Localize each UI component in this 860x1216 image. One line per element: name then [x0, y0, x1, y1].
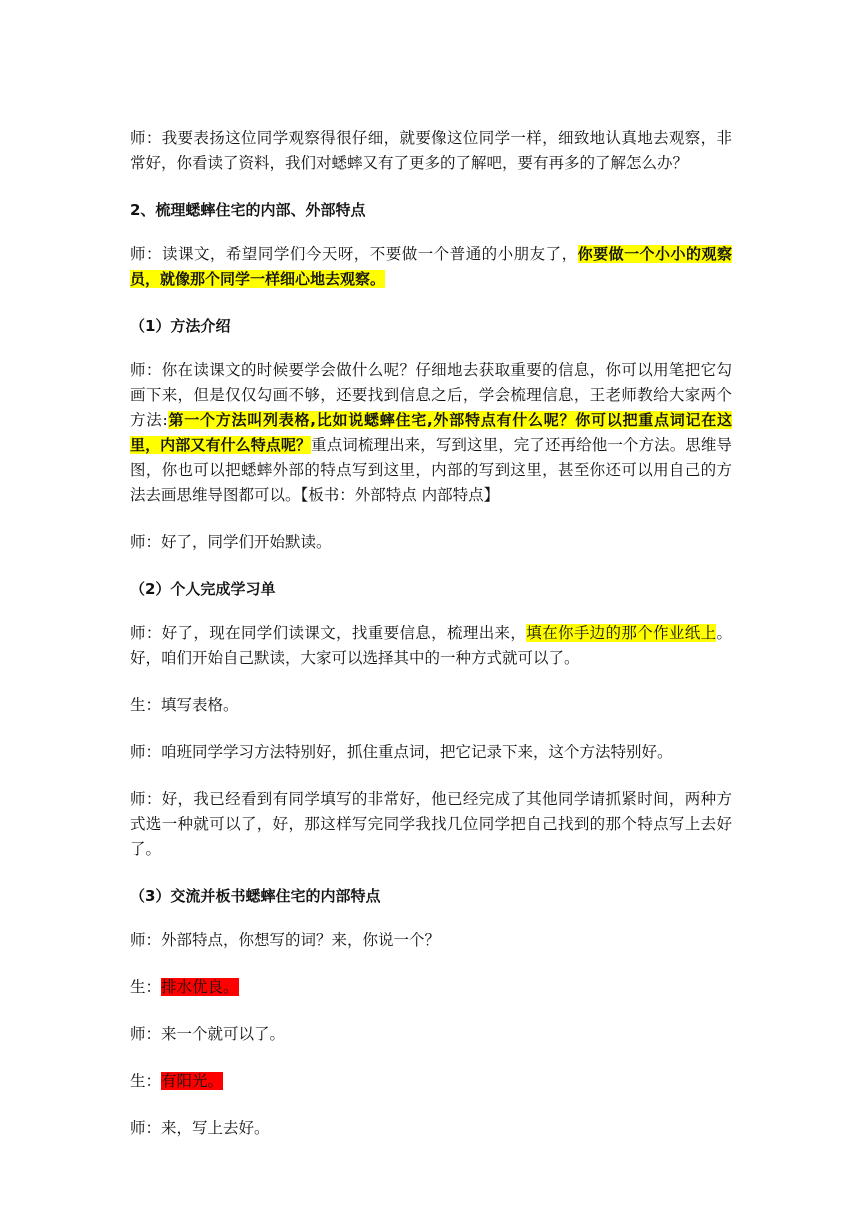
- paragraph-student-drainage: [130, 975, 732, 1000]
- subheading-worksheet: （2）个人完成学习单: [130, 580, 276, 598]
- paragraph-student-fill: 生：填写表格。: [130, 696, 239, 714]
- red-highlighted-text: 有阳光。: [161, 1072, 224, 1090]
- paragraph-teacher-praise: 师：我要表扬这位同学观察得很仔细，就要像这位同学一样，细致地认真地去观察，非常好，你看读了资料，我们对蟋蟀又有了更多的了解吧，要有再多的了解怎么办？: [130, 129, 732, 172]
- paragraph-teacher-good: 师：咱班同学学习方法特别好，抓住重点词，把它记录下来，这个方法特别好。: [130, 743, 673, 761]
- highlighted-text: 第一个方法叫列表格,比如说蟋蟀住宅,外部特点有什么呢？你可以把重点词记在这里，内部又有什么特点呢？: [130, 411, 732, 454]
- highlighted-text: 你要做一个小小的观察员，就像那个同学一样细心地去观察。: [130, 245, 732, 288]
- paragraph-teacher-write: 师：来，写上去好。: [130, 1119, 270, 1137]
- text-run: 生：: [130, 978, 162, 996]
- paragraph-start-reading: 师：好了，同学们开始默读。: [130, 533, 332, 551]
- text-run: 师：你在读课文的时候要学会做什么呢？仔细地去获取重要的信息，你可以用笔把它勾画下来，但是仅仅勾画不够，还要找到信息之后，学会梳理信息，王老师教给大家两个方法:: [130, 361, 732, 429]
- text-run: 。好，咱们开始自己默读，大家可以选择其中的一种方式就可以了。: [130, 624, 732, 667]
- paragraph-teacher-hurry: 师：好，我已经看到有同学填写的非常好，他已经完成了其他同学请抓紧时间，两种方式选一种就可以了，好，那这样写完同学我找几位同学把自己找到的那个特点写上去好了。: [130, 790, 732, 858]
- paragraph-worksheet: [130, 621, 732, 671]
- highlighted-text: 填在你手边的那个作业纸上: [526, 624, 717, 642]
- paragraph-observer: [130, 242, 732, 292]
- subheading-exchange: （3）交流并板书蟋蟀住宅的内部特点: [130, 887, 381, 905]
- red-highlighted-text: 排水优良。: [161, 978, 239, 996]
- text-run: 重点词梳理出来，写到这里，完了还再给他一个方法。思维导图，你也可以把蟋蟀外部的特点写到这里，内部的写到这里，甚至你还可以用自己的方法去画思维导图都可以。【板书：外部特点 内部特点】: [130, 436, 732, 504]
- section-heading-2: 2、梳理蟋蟀住宅的内部、外部特点: [130, 201, 366, 219]
- text-run: 师：读课文，希望同学们今天呀，不要做一个普通的小朋友了，: [130, 245, 578, 263]
- paragraph-teacher-ask: 师：外部特点，你想写的词？来，你说一个？: [130, 931, 441, 949]
- text-run: 生：: [130, 1072, 162, 1090]
- paragraph-student-sunlight: [130, 1069, 732, 1094]
- paragraph-method: [130, 358, 732, 508]
- paragraph-teacher-one: 师：来一个就可以了。: [130, 1025, 286, 1043]
- document-body: [130, 126, 732, 1163]
- subheading-method-intro: （1）方法介绍: [130, 317, 231, 335]
- text-run: 师：好了，现在同学们读课文，找重要信息，梳理出来，: [130, 624, 527, 642]
